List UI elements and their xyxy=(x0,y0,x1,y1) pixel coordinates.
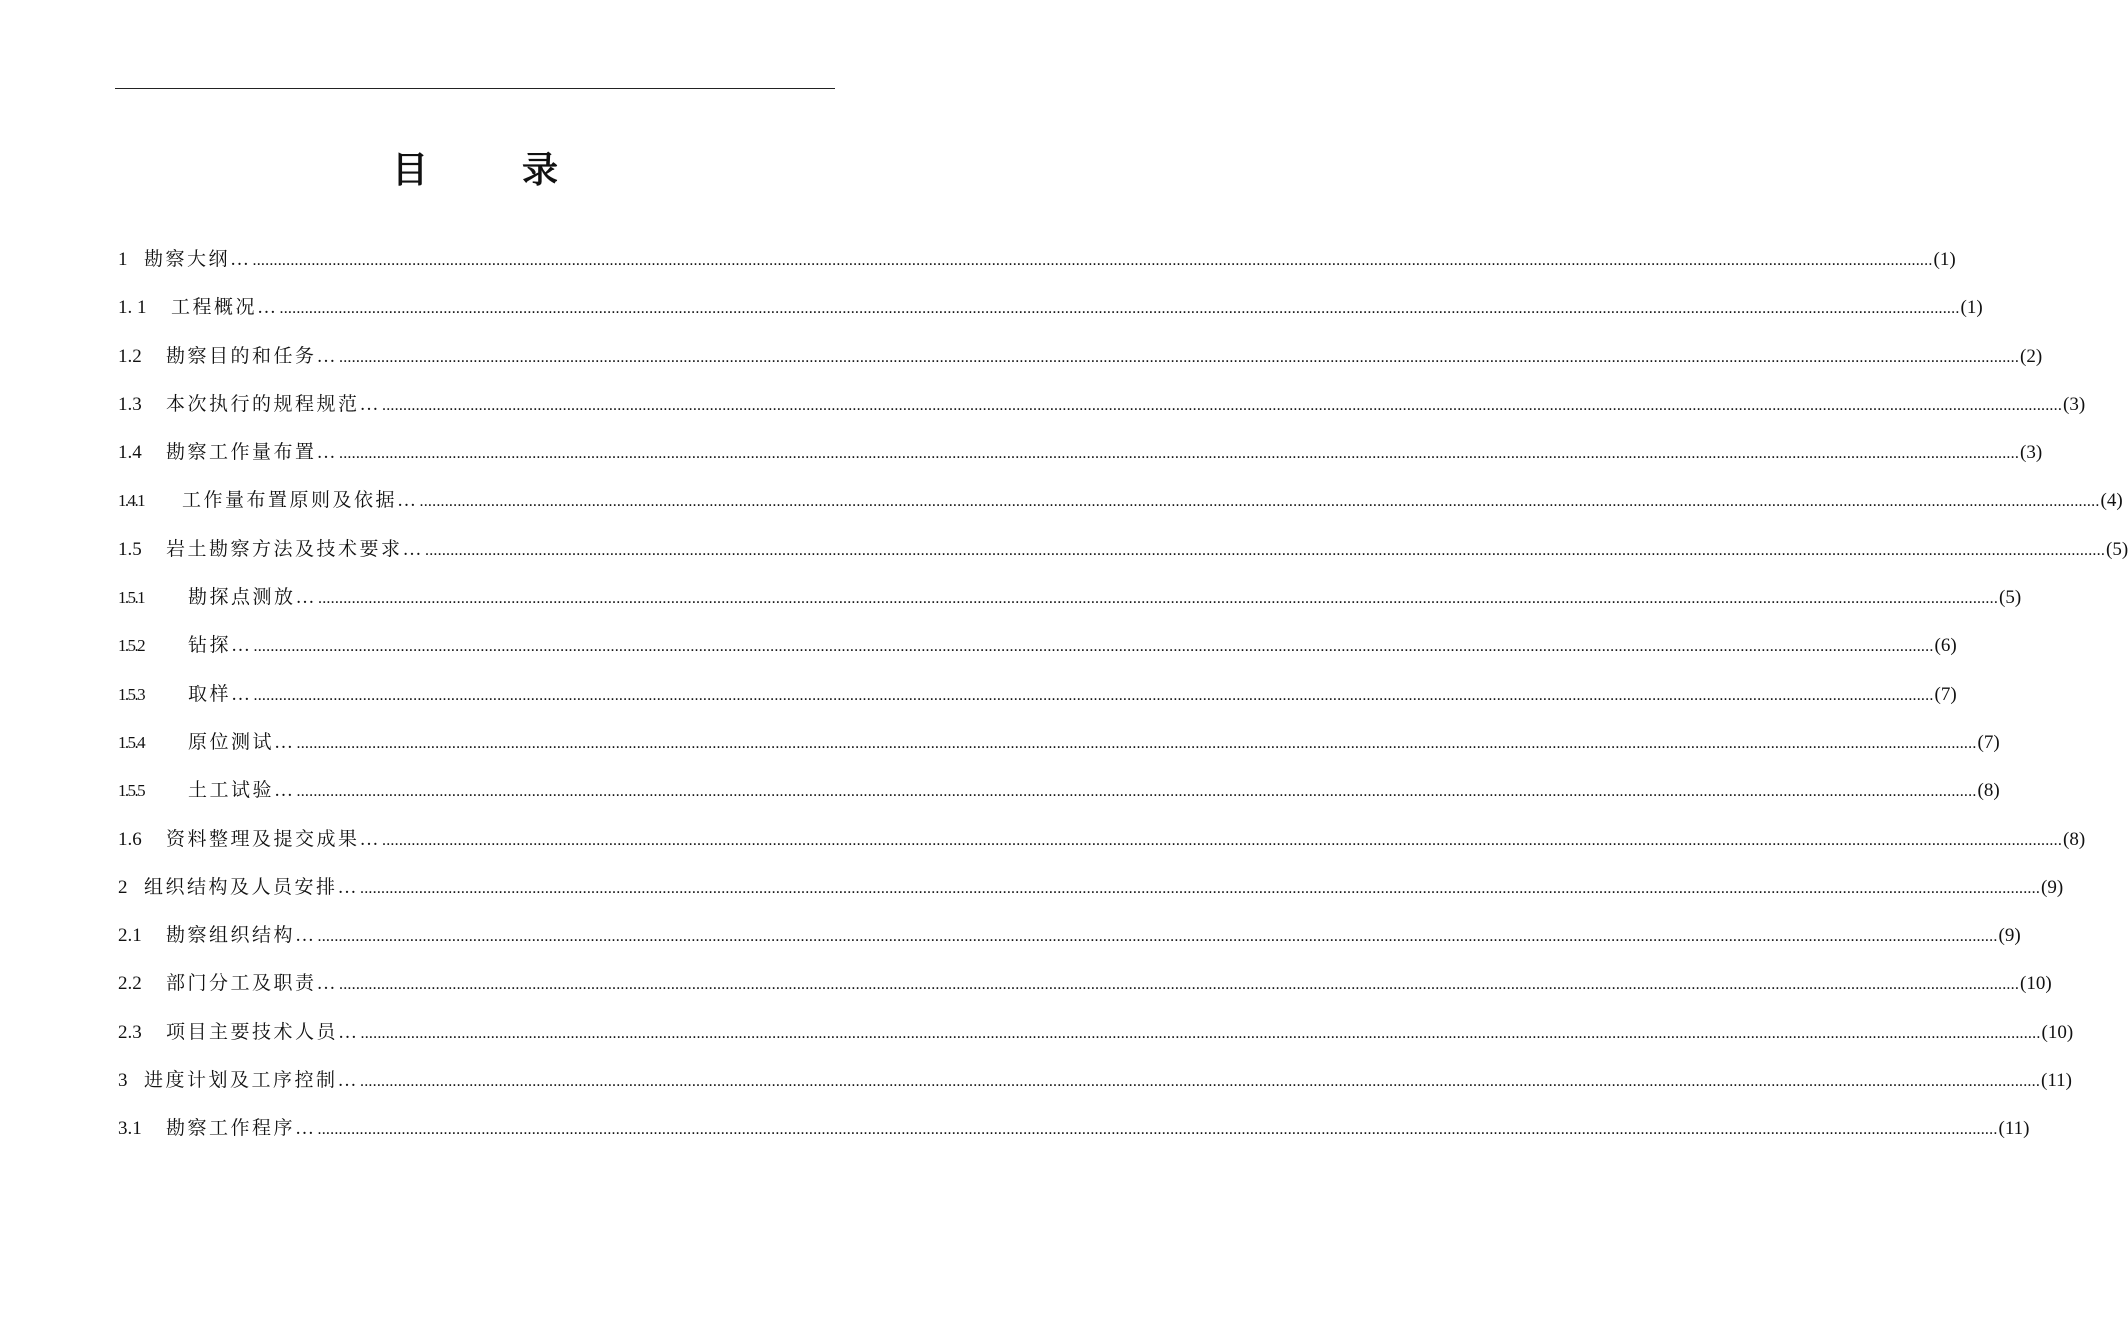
toc-entry-page: (10) xyxy=(2020,973,2052,995)
toc-leader-dots: ................................................................................................................................................................................................................................................................................................................................................................................................................ xyxy=(360,1073,2041,1091)
toc-entry-number: 3.1 xyxy=(118,1118,142,1140)
toc-entry-number: 1.2 xyxy=(118,345,142,367)
toc-entry-page: (8) xyxy=(1977,780,2000,802)
toc-entry-label: 岩土勘察方法及技术要求… xyxy=(166,538,425,560)
toc-entry-label: 取样… xyxy=(188,683,253,705)
toc-entry-page: (3) xyxy=(2020,442,2043,464)
toc-entry-label: 工程概况… xyxy=(171,297,279,319)
toc-entry[interactable] xyxy=(118,433,2043,481)
toc-leader-dots: ................................................................................................................................................................................................................................................................................................................................................................................................................ xyxy=(339,445,2020,463)
toc-entry-label: 组织结构及人员安排… xyxy=(144,876,360,898)
toc-leader-dots: ................................................................................................................................................................................................................................................................................................................................................................................................................ xyxy=(253,686,1934,704)
toc-entry-page: (1) xyxy=(1960,297,1983,319)
toc-entry-number: 1 xyxy=(118,249,128,270)
toc-entry-page: (8) xyxy=(2063,828,2086,850)
toc-leader-dots: ................................................................................................................................................................................................................................................................................................................................................................................................................ xyxy=(419,493,2100,511)
page-title-char-2: 录 xyxy=(522,150,559,191)
toc-entry-number: 1.5.2 xyxy=(118,636,145,656)
toc-leader-dots: ................................................................................................................................................................................................................................................................................................................................................................................................................ xyxy=(360,879,2041,897)
toc-entry-number: 1.5.1 xyxy=(118,588,145,608)
toc-leader-dots: ................................................................................................................................................................................................................................................................................................................................................................................................................ xyxy=(382,396,2063,414)
header-rule xyxy=(115,88,835,89)
toc-entry-number: 1.5.4 xyxy=(118,732,145,752)
toc-entry-number: 1.5 xyxy=(118,538,142,560)
toc-leader-dots: ................................................................................................................................................................................................................................................................................................................................................................................................................ xyxy=(317,928,1998,946)
toc-entry[interactable] xyxy=(118,240,1956,288)
toc-leader-dots: ................................................................................................................................................................................................................................................................................................................................................................................................................ xyxy=(279,300,1960,318)
toc-entry[interactable] xyxy=(118,578,2022,626)
toc-leader-dots: ................................................................................................................................................................................................................................................................................................................................................................................................................ xyxy=(382,831,2063,849)
toc-entry[interactable] xyxy=(118,1109,2030,1157)
toc-entry-page: (7) xyxy=(1934,683,1957,705)
toc-entry-label: 进度计划及工序控制… xyxy=(144,1070,360,1092)
toc-entry-number: 1.5.3 xyxy=(118,684,145,704)
toc-entry-label: 资料整理及提交成果… xyxy=(166,828,382,850)
toc-entry[interactable] xyxy=(118,337,2043,385)
toc-entry-label: 勘察大纲… xyxy=(144,249,252,270)
toc-entry[interactable] xyxy=(118,723,2000,771)
toc-entry[interactable] xyxy=(118,916,2021,964)
toc-entry[interactable] xyxy=(118,1061,2072,1109)
toc-leader-dots: ................................................................................................................................................................................................................................................................................................................................................................................................................ xyxy=(425,541,2106,559)
toc-entry-page: (1) xyxy=(1933,249,1956,270)
toc-leader-dots: ................................................................................................................................................................................................................................................................................................................................................................................................................ xyxy=(252,252,1933,269)
toc-entry-label: 本次执行的规程规范… xyxy=(166,393,382,415)
toc-entry-label: 勘察工作量布置… xyxy=(166,442,339,464)
toc-entry[interactable] xyxy=(118,820,2086,868)
toc-entry-page: (6) xyxy=(1934,635,1957,657)
page-title-char-1: 目 xyxy=(392,150,429,191)
toc-entry-page: (5) xyxy=(2106,538,2128,560)
toc-entry-number: 1.6 xyxy=(118,828,142,850)
toc-entry[interactable] xyxy=(118,288,1983,336)
toc-entry-label: 工作量布置原则及依据… xyxy=(182,490,419,512)
toc-entry-number: 2.1 xyxy=(118,925,142,947)
toc-entry-page: (5) xyxy=(1999,587,2022,609)
toc-leader-dots: ................................................................................................................................................................................................................................................................................................................................................................................................................ xyxy=(317,1121,1998,1139)
toc-entry-page: (9) xyxy=(2041,876,2064,898)
toc-entry-label: 原位测试… xyxy=(188,731,296,753)
toc-entry[interactable] xyxy=(118,481,2123,529)
toc-leader-dots: ................................................................................................................................................................................................................................................................................................................................................................................................................ xyxy=(296,734,1977,752)
toc-entry-page: (3) xyxy=(2063,393,2086,415)
toc-entry-page: (2) xyxy=(2020,345,2043,367)
toc-entry[interactable] xyxy=(118,675,1957,723)
toc-entry-label: 土工试验… xyxy=(188,780,296,802)
toc-entry[interactable] xyxy=(118,385,2086,433)
toc-entry-number: 3 xyxy=(118,1070,128,1092)
toc-entry-page: (9) xyxy=(1998,925,2021,947)
toc-entry-number: 2.3 xyxy=(118,1021,142,1043)
toc-leader-dots: ................................................................................................................................................................................................................................................................................................................................................................................................................ xyxy=(253,638,1934,656)
toc-entry-label: 勘察工作程序… xyxy=(166,1118,317,1140)
toc-entry-label: 勘探点测放… xyxy=(188,587,318,609)
toc-entry-page: (11) xyxy=(2041,1070,2072,1092)
toc-entry[interactable] xyxy=(118,1013,2074,1061)
toc-entry-page: (4) xyxy=(2100,490,2123,512)
toc-entry-label: 勘察目的和任务… xyxy=(166,345,339,367)
toc-leader-dots: ................................................................................................................................................................................................................................................................................................................................................................................................................ xyxy=(339,348,2020,366)
toc-leader-dots: ................................................................................................................................................................................................................................................................................................................................................................................................................ xyxy=(318,590,1999,608)
toc-entry-page: (10) xyxy=(2041,1021,2074,1043)
toc-entry-number: 1.4 xyxy=(118,442,142,464)
toc-entry-number: 2.2 xyxy=(118,973,142,995)
toc-entry[interactable] xyxy=(118,964,2052,1012)
toc-leader-dots: ................................................................................................................................................................................................................................................................................................................................................................................................................ xyxy=(339,976,2020,994)
toc-entry[interactable] xyxy=(118,626,1957,674)
toc-entry-page: (7) xyxy=(1977,731,2000,753)
toc-entry[interactable] xyxy=(118,868,2064,916)
toc-entry-label: 项目主要技术人员… xyxy=(166,1021,360,1043)
toc-entry[interactable] xyxy=(118,530,2128,578)
toc-leader-dots: ................................................................................................................................................................................................................................................................................................................................................................................................................ xyxy=(360,1024,2041,1042)
toc-entry-label: 勘察组织结构… xyxy=(166,925,317,947)
toc-entry-number: 2 xyxy=(118,876,128,898)
toc-entry-number: 1.5.5 xyxy=(118,781,145,801)
toc-entry-number: 1. 1 xyxy=(118,297,147,319)
toc-entry-number: 1.4.1 xyxy=(118,491,145,511)
toc-leader-dots: ................................................................................................................................................................................................................................................................................................................................................................................................................ xyxy=(296,783,1977,801)
toc-entry-page: (11) xyxy=(1998,1118,2030,1140)
toc-entry-label: 钻探… xyxy=(188,635,253,657)
table-of-contents xyxy=(118,240,2128,1158)
toc-entry-number: 1.3 xyxy=(118,393,142,415)
toc-entry[interactable] xyxy=(118,771,2000,819)
toc-entry-label: 部门分工及职责… xyxy=(166,973,339,995)
